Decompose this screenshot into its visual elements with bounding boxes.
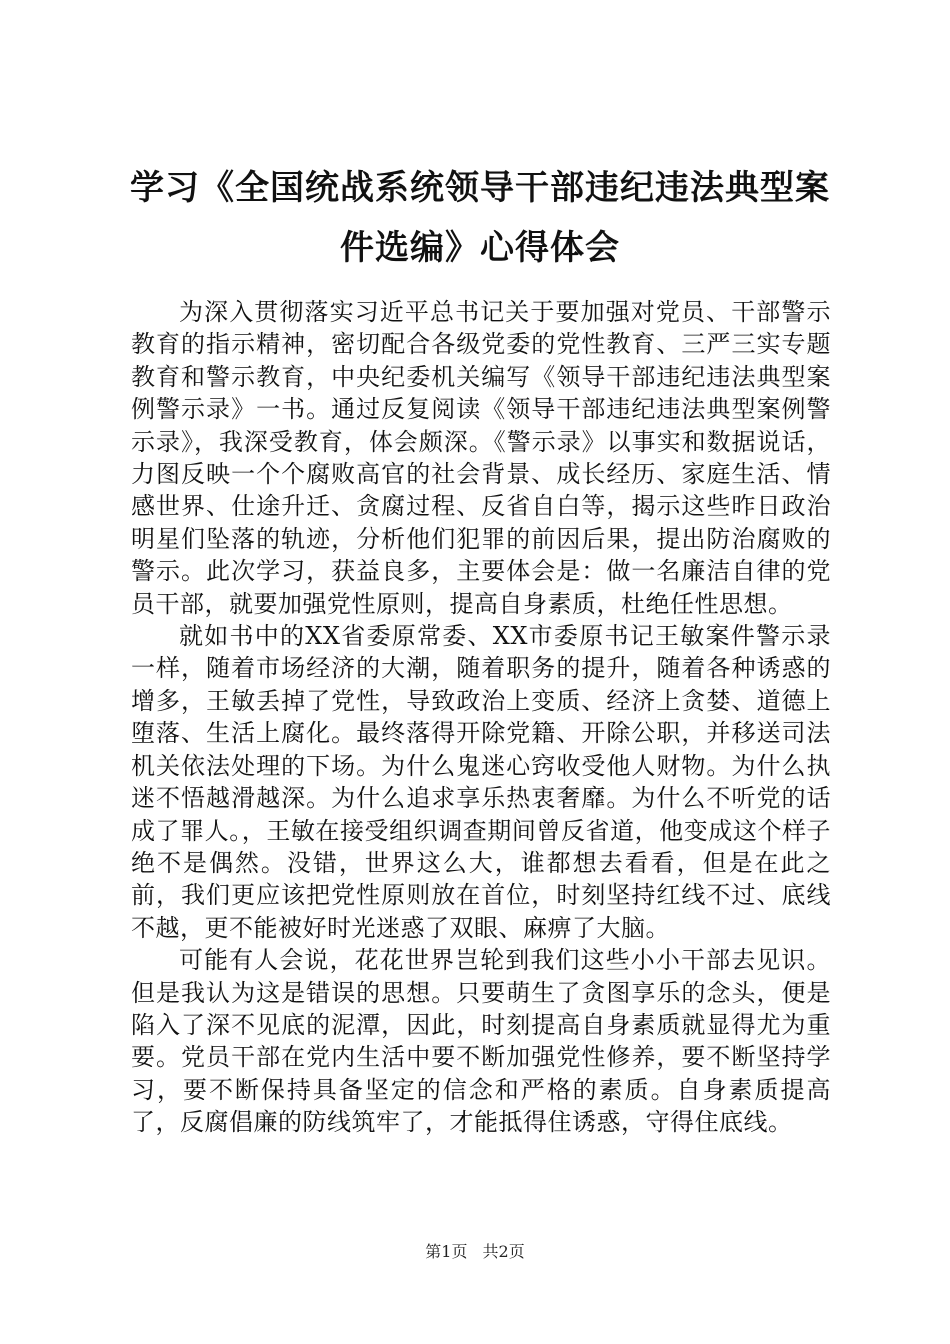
document-body xyxy=(131,296,831,1139)
paragraph-2: 就如书中的XX省委原常委、XX市委原书记王敏案件警示录一样，随着市场经济的大潮，随着职务的提升，随着各种诱惑的增多，王敏丢掉了党性，导致政治上变质、经济上贪婪、道德上堕落、生活上腐化。最终落得开除党籍、开除公职，并移送司法机关依法处理的下场。为什么鬼迷心窍收受他人财物。为什么执迷不悟越滑越深。为什么追求享乐热衷奢靡。为什么不听党的话成了罪人。，王敏在接受组织调查期间曾反省道，他变成这个样子绝不是偶然。没错，世界这么大，谁都想去看看，但是在此之前，我们更应该把党性原则放在首位，时刻坚持红线不过、底线不越，更不能被好时光迷惑了双眼、麻痹了大脑。 xyxy=(131,622,831,942)
document-title xyxy=(100,158,860,278)
document-title-line-2: 件选编》心得体会 xyxy=(340,228,620,268)
page-footer xyxy=(0,1242,950,1262)
current-page-number: 第1页 xyxy=(425,1242,468,1261)
document-title-line-1: 学习《全国统战系统领导干部违纪违法典型案 xyxy=(130,168,830,208)
total-page-count: 共2页 xyxy=(482,1242,525,1261)
paragraph-1: 为深入贯彻落实习近平总书记关于要加强对党员、干部警示教育的指示精神，密切配合各级党委的党性教育、三严三实专题教育和警示教育，中央纪委机关编写《领导干部违纪违法典型案例警示录》一书。通过反复阅读《领导干部违纪违法典型案例警示录》，我深受教育，体会颇深。《警示录》以事实和数据说话，力图反映一个个腐败高官的社会背景、成长经历、家庭生活、情感世界、仕途升迁、贪腐过程、反省自白等，揭示这些昨日政治明星们坠落的轨迹，分析他们犯罪的前因后果，提出防治腐败的警示。此次学习，获益良多，主要体会是：做一名廉洁自律的党员干部，就要加强党性原则，提高自身素质，杜绝任性思想。 xyxy=(131,298,831,618)
paragraph-3: 可能有人会说，花花世界岂轮到我们这些小小干部去见识。但是我认为这是错误的思想。只要萌生了贪图享乐的念头，便是陷入了深不见底的泥潭，因此，时刻提高自身素质就显得尤为重要。党员干部在党内生活中要不断加强党性修养，要不断坚持学习，要不断保持具备坚定的信念和严格的素质。自身素质提高了，反腐倡廉的防线筑牢了，才能抵得住诱惑，守得住底线。 xyxy=(131,946,831,1137)
